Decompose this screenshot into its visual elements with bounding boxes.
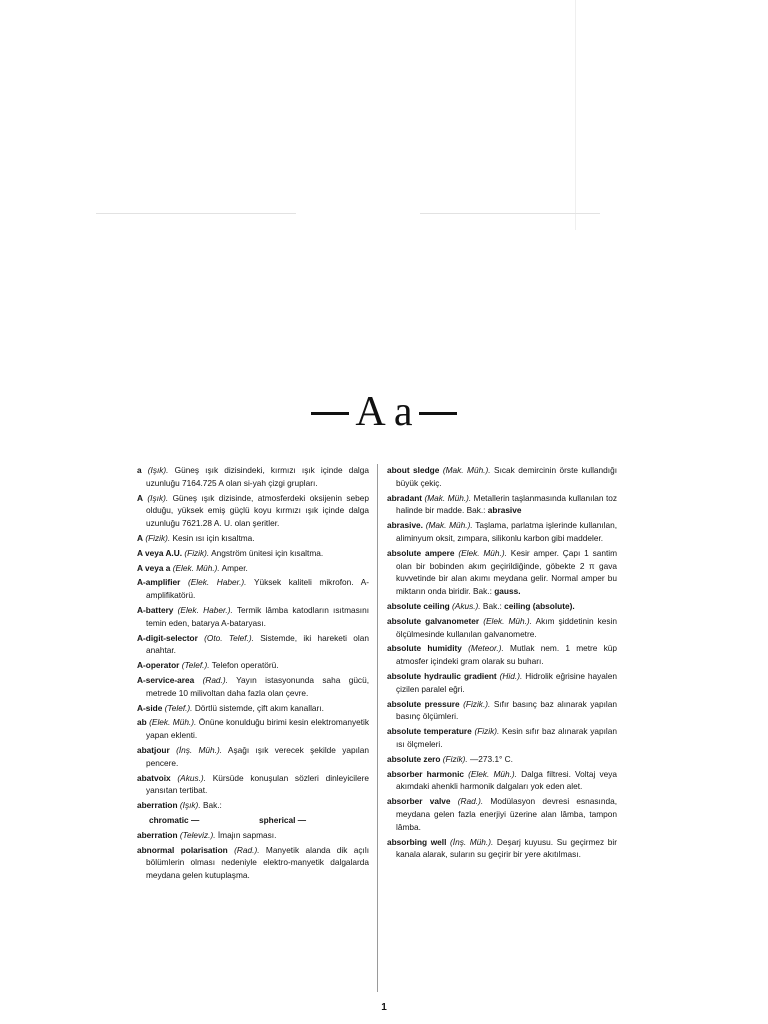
- entry-domain: (Akus.).: [452, 600, 481, 611]
- entry-domain: (Elek. Haber.).: [177, 604, 233, 615]
- entry-definition: Bak.:: [202, 800, 222, 811]
- entry-headword: A-operator: [137, 660, 180, 671]
- entry-domain: (Telef.).: [164, 702, 193, 713]
- heading-dash-left: [311, 412, 349, 415]
- section-heading: [0, 388, 768, 436]
- entry-headword: A veya a: [137, 562, 171, 573]
- dictionary-entry: [137, 562, 369, 575]
- entry-headword: absolute galvanometer: [387, 615, 480, 626]
- entry-headword: absorbing well: [387, 836, 447, 847]
- dictionary-entry: [387, 753, 617, 766]
- entry-domain: (Fizik).: [442, 753, 468, 764]
- dictionary-entry: [137, 547, 369, 560]
- entry-domain: (Televiz.).: [179, 829, 216, 840]
- entry-definition: Güneş ışık dizisindeki, kırmızı ışık içinde dalga uzunluğu 7164.725 A olan si-yah çizgi grupları.: [146, 465, 370, 488]
- entry-definition: Yüksek kaliteli mikrofon. A-amplifikatörü.: [146, 577, 370, 601]
- entry-domain: (Fizik).: [145, 532, 171, 543]
- dictionary-entry: [387, 464, 617, 490]
- entry-definition: Amper.: [221, 562, 248, 573]
- entry-headword: ab: [137, 717, 147, 728]
- entry-definition: Manyetik alanda dik açılı bölümlerin olması nedeniyle elektro-manyetik dalgalarda meydana gelen kutuplaşma.: [146, 844, 370, 881]
- entry-definition: Güneş ışık dizisinde, atmosferdeki oksijenin sebep olduğu, yüksek emiş güçlü koyu kırmızı ışık içinde dalga uzunluğu 7621.28 A. U. olan şeritler.: [146, 492, 369, 529]
- entry-definition: Önüne konulduğu birimi kesin elektromanyetik yapan eklenti.: [146, 717, 370, 741]
- entry-domain: (Işık).: [147, 465, 169, 475]
- entry-definition: Sistemde, iki hareketi olan anahtar.: [146, 632, 369, 656]
- entry-domain: (Fizik).: [184, 547, 210, 558]
- entry-definition: Kesin sıfır baz alınarak yapılan ısı ölçmeleri.: [396, 726, 617, 749]
- dictionary-entry: [137, 532, 369, 545]
- entry-domain: (İnş. Müh.).: [176, 744, 223, 755]
- entry-headword: abnormal polarisation: [137, 844, 228, 855]
- scan-artifact-vertical: [575, 0, 576, 230]
- entry-headword: A-amplifier: [137, 577, 181, 588]
- cross-reference-term: spherical —: [259, 814, 307, 825]
- entry-headword: A veya A.U.: [137, 547, 183, 558]
- entry-domain: (Mak. Müh.).: [425, 520, 473, 531]
- entry-headword: abatjour: [137, 744, 170, 755]
- entry-domain: (Meteor.).: [468, 643, 504, 654]
- dictionary-entry: [387, 642, 617, 668]
- entry-domain: (Rad.).: [234, 844, 260, 855]
- scan-artifact-line: [420, 213, 600, 214]
- entry-headword: abrasive.: [387, 520, 423, 531]
- entry-definition: Dalga filtresi. Voltaj veya akımdaki ahenkli harmonik dalgaları yok eden alet.: [396, 768, 617, 792]
- entry-headword: aberration: [137, 829, 178, 840]
- column-divider: [377, 464, 378, 992]
- entry-headword: A-digit-selector: [137, 632, 198, 643]
- dictionary-entry: [137, 744, 369, 770]
- entry-headword: absolute pressure: [387, 698, 460, 709]
- entry-definition: Mutlak nem. 1 metre küp atmosfer içindeki gram olarak su buharı.: [396, 643, 617, 667]
- heading-dash-right: [419, 412, 457, 415]
- dictionary-entry: [137, 716, 369, 742]
- entry-domain: (Hid.).: [499, 670, 523, 681]
- entry-domain: (Akus.).: [177, 772, 206, 783]
- entry-cross-reference: ceiling (absolute).: [504, 600, 575, 611]
- entry-definition: Deşarj kuyusu. Su geçirmez bir kanala alarak, suların su geçirir bir yere akıtılması.: [396, 836, 617, 860]
- dictionary-entry: [387, 670, 617, 696]
- entry-definition: İmajın sapması.: [217, 829, 277, 840]
- entry-definition: Angström ünitesi için kısaltma.: [211, 547, 324, 558]
- entry-definition: Akım şiddetinin kesin ölçülmesinde kullanılan galvanometre.: [396, 615, 618, 639]
- entry-headword: aberration: [137, 800, 178, 811]
- entry-domain: (İnş. Müh.).: [450, 836, 494, 847]
- dictionary-entry: [387, 725, 617, 751]
- entry-definition: Bak.:: [482, 600, 502, 611]
- scan-artifact-line: [96, 213, 296, 214]
- entry-headword: A: [137, 532, 143, 543]
- dictionary-entry: [137, 674, 369, 700]
- entry-domain: (Elek. Müh.).: [468, 768, 517, 779]
- entry-domain: (Işık).: [147, 492, 169, 503]
- entry-headword: absolute humidity: [387, 643, 462, 654]
- dictionary-entry: [387, 492, 617, 518]
- section-letter: A a: [355, 389, 413, 435]
- dictionary-entry: [387, 547, 617, 598]
- dictionary-entry: [387, 768, 617, 794]
- dictionary-entry: [387, 795, 617, 833]
- entry-cross-reference: gauss.: [494, 586, 521, 597]
- dictionary-entry: [137, 844, 369, 882]
- entry-domain: (Elek. Haber.).: [187, 577, 247, 588]
- dictionary-entry: [137, 829, 369, 842]
- entry-domain: (Elek. Müh.).: [458, 547, 507, 558]
- entry-headword: A: [137, 492, 143, 503]
- entry-headword: absorber harmonic: [387, 768, 464, 779]
- dictionary-entry: [387, 615, 617, 641]
- entry-headword: absorber valve: [387, 796, 451, 807]
- entry-headword: a: [137, 465, 142, 475]
- dictionary-entry: [387, 519, 617, 545]
- entry-definition: Sıfır basınç baz alınarak yapılan basınç ölçümleri.: [396, 698, 617, 722]
- entry-definition: Aşağı ışık verecek şekilde yapılan pencere.: [146, 744, 369, 768]
- entry-domain: (Oto. Telef.).: [204, 632, 254, 643]
- entry-domain: (Fizik.).: [463, 698, 491, 709]
- entry-headword: absolute temperature: [387, 726, 472, 737]
- entry-domain: (Rad.).: [457, 796, 484, 807]
- entry-headword: absolute zero: [387, 753, 441, 764]
- entry-definition: Metallerin taşlanmasında kullanılan toz halinde bir madde. Bak.:: [396, 492, 618, 516]
- entry-domain: (Elek. Müh.).: [483, 615, 532, 626]
- entry-definition: Kürsüde konuşulan sözleri dinleyicilere yansıtan tertibat.: [146, 772, 369, 796]
- entry-definition: —273.1° C.: [470, 753, 513, 764]
- entry-domain: (Mak. Müh.).: [424, 492, 472, 503]
- entry-headword: absolute ampere: [387, 547, 455, 558]
- dictionary-entry: [137, 464, 369, 490]
- entry-headword: A-side: [137, 702, 163, 713]
- entry-headword: absolute ceiling: [387, 600, 450, 611]
- dictionary-entry: [137, 632, 369, 658]
- dictionary-entry: [137, 604, 369, 630]
- entry-domain: (Mak. Müh.).: [442, 465, 491, 475]
- entry-domain: (Telef.).: [181, 660, 210, 671]
- entry-headword: absolute hydraulic gradient: [387, 670, 497, 681]
- right-column: [387, 464, 617, 863]
- dictionary-entry: [137, 576, 369, 602]
- entry-domain: (Elek. Müh.).: [172, 562, 220, 573]
- entry-definition: Sıcak demircinin örste kullandığı büyük çekiç.: [396, 465, 617, 488]
- cross-reference-row: [137, 814, 369, 827]
- dictionary-entry: [137, 492, 369, 530]
- entry-definition: Telefon operatörü.: [211, 660, 279, 671]
- dictionary-entry: [387, 600, 617, 613]
- entry-definition: Yayın istasyonunda saha gücü, metrede 10 milivoltan daha fazla olan çevre.: [146, 674, 369, 698]
- cross-reference-term: chromatic —: [149, 814, 200, 825]
- entry-definition: Termik lâmba katodların ısıtmasını temin eden, batarya A-bataryası.: [146, 604, 370, 628]
- entry-headword: about sledge: [387, 465, 440, 475]
- entry-domain: (Elek. Müh.).: [149, 717, 197, 728]
- entry-headword: abatvoix: [137, 772, 171, 783]
- entry-headword: A-service-area: [137, 674, 195, 685]
- entry-definition: Taşlama, parlatma işlerinde kullanılan, aliminyum oksit, zımpara, silikonlu karbon gibi maddeler.: [396, 520, 618, 543]
- page-number: 1: [381, 1002, 387, 1013]
- entry-domain: (Rad.).: [202, 674, 228, 685]
- dictionary-entry: [137, 799, 369, 812]
- dictionary-entry: [387, 836, 617, 862]
- entry-cross-reference: abrasive: [487, 505, 522, 516]
- dictionary-entry: [387, 698, 617, 724]
- entry-headword: A-battery: [137, 604, 174, 615]
- left-column: [137, 464, 369, 884]
- entry-definition: Hidrolik eğrisine hayalen çizilen paralel eğri.: [396, 670, 617, 694]
- entry-definition: Kesir amper. Çapı 1 santim olan bir bobinden akım geçirildiğinde, göbekte 2 π gava kuvvetinde bir alan akımı meydana gelir. Normal amper bu miktarın onda biridir. Bak.:: [396, 547, 618, 597]
- dictionary-entry: [137, 772, 369, 798]
- dictionary-entry: [137, 659, 369, 672]
- entry-domain: (Fizik).: [474, 726, 500, 737]
- dictionary-entry: [137, 702, 369, 715]
- entry-definition: Modülasyon devresi esnasında, meydana gelen fazla enerjiyi üzerine alan lâmba, tampon lâmba.: [396, 796, 618, 832]
- entry-definition: Kesin ısı için kısaltma.: [172, 532, 255, 543]
- entry-headword: abradant: [387, 492, 423, 503]
- entry-domain: (Işık).: [179, 800, 201, 811]
- entry-definition: Dörtlü sistemde, çift akım kanalları.: [194, 702, 324, 713]
